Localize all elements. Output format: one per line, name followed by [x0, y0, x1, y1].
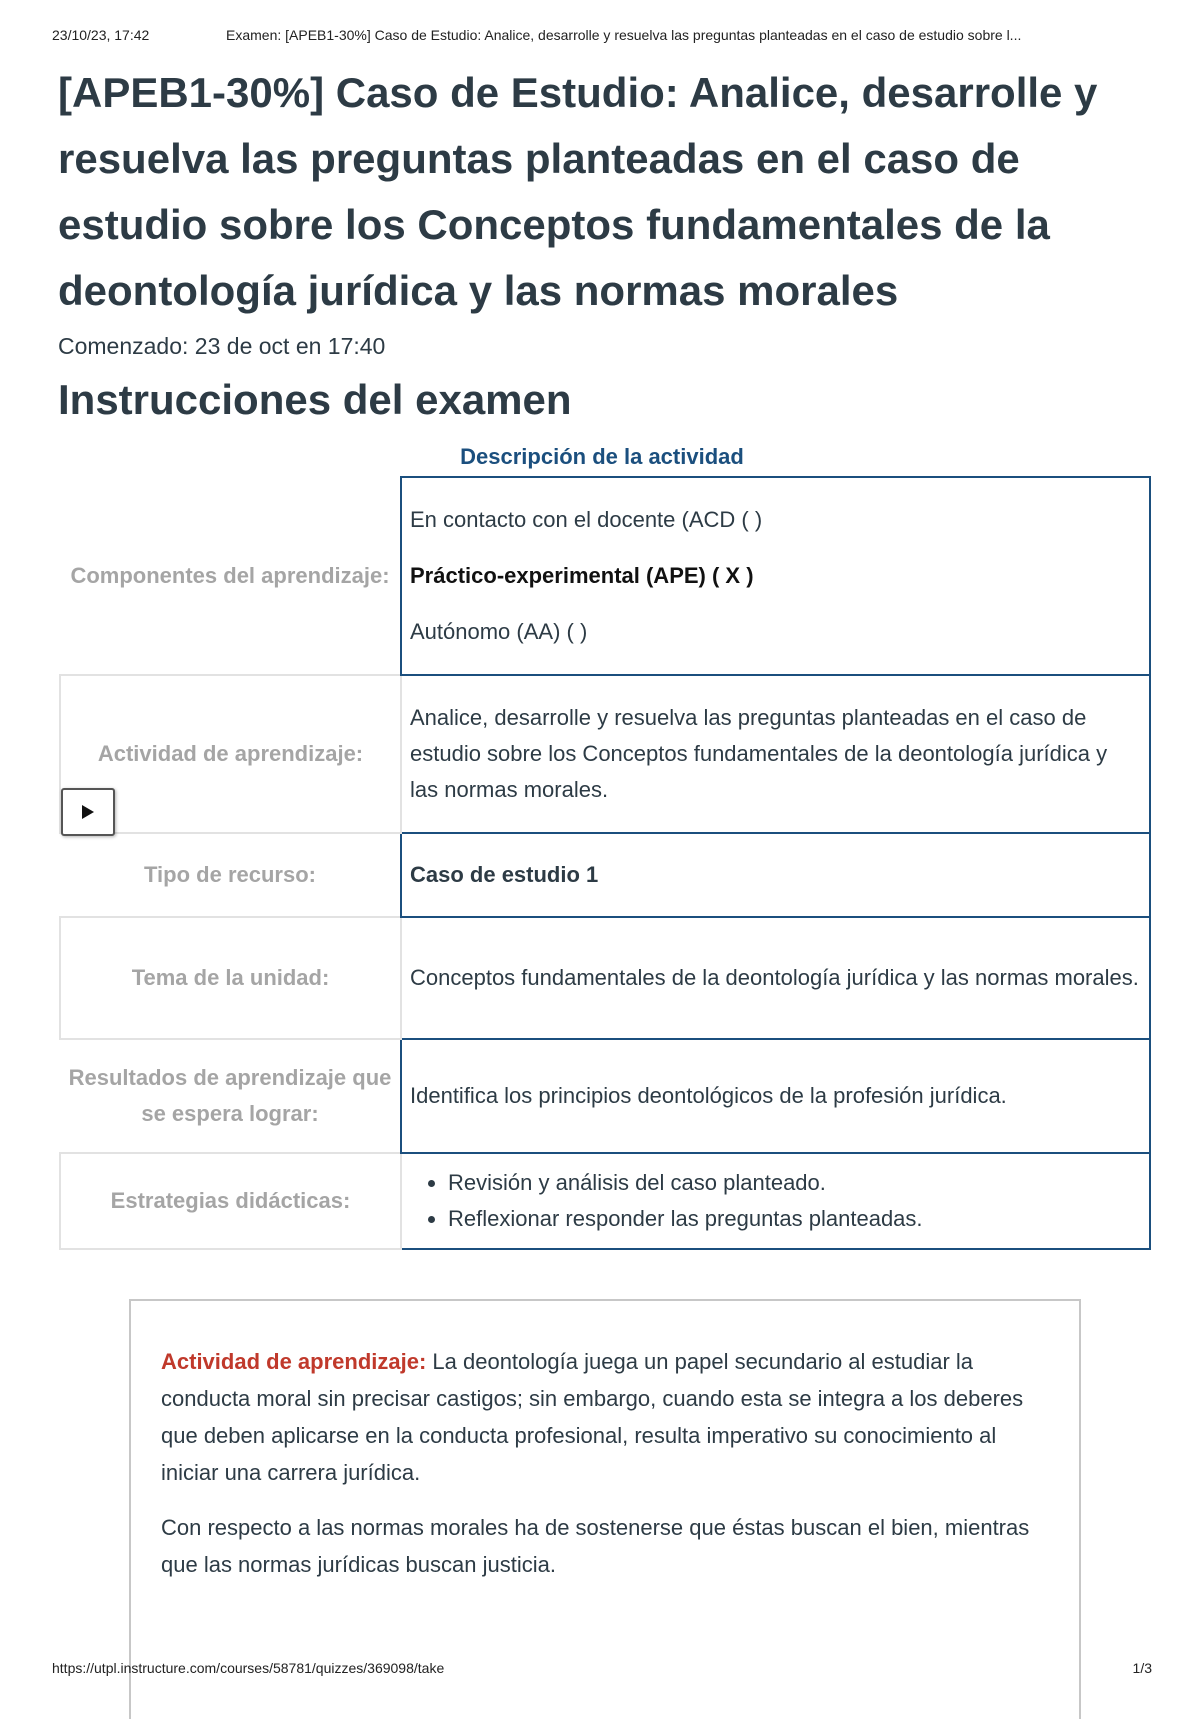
components-label: Componentes del aprendizaje:: [70, 562, 390, 588]
components-value: [401, 477, 1150, 675]
table-caption: Descripción de la actividad: [460, 444, 744, 469]
strategies-list: [410, 1165, 1141, 1237]
unit-theme-value: Conceptos fundamentales de la deontología jurídica y las normas morales.: [401, 917, 1150, 1039]
print-date: 23/10/23, 17:42: [52, 27, 150, 43]
activity-label: Actividad de aprendizaje:: [97, 741, 364, 766]
resource-type-value: Caso de estudio 1: [401, 833, 1150, 917]
activity-value: Analice, desarrolle y resuelva las preguntas planteadas en el caso de estudio sobre los Conceptos fundamentales de la deontología jurídica y las normas morales.: [401, 675, 1150, 833]
table-row: [60, 917, 1150, 1039]
quiz-started-time: Comenzado: 23 de oct en 17:40: [58, 333, 386, 359]
expected-results-value: Identifica los principios deontológicos de la profesión jurídica.: [401, 1039, 1150, 1153]
unit-theme-label: Tema de la unidad:: [60, 917, 401, 1039]
component-ape: Práctico-experimental (APE) ( X ): [410, 563, 754, 588]
play-icon: [82, 805, 94, 819]
table-row: [60, 1153, 1150, 1249]
table-row: [60, 833, 1150, 917]
table-row: [60, 477, 1150, 675]
play-button[interactable]: [61, 788, 115, 836]
activity-description-table: [59, 476, 1151, 1250]
strategies-value: [401, 1153, 1150, 1249]
content-paragraph-2: Con respecto a las normas morales ha de sostenerse que éstas buscan el bien, mientras que las normas jurídicas buscan justicia.: [161, 1515, 1030, 1577]
print-url: https://utpl.instructure.com/courses/58781/quizzes/369098/take: [52, 1660, 445, 1676]
print-footer: [52, 1660, 1152, 1676]
list-item: • Reflexionar responder las preguntas planteadas.: [448, 1201, 1141, 1237]
component-aa: Autónomo (AA) ( ): [410, 619, 588, 644]
component-acd: En contacto con el docente (ACD ( ): [410, 507, 763, 532]
print-header: [52, 27, 1152, 43]
page-number: 1/3: [1132, 1660, 1152, 1676]
content-paragraph-1: [161, 1343, 1049, 1491]
table-row: [60, 675, 1150, 833]
activity-highlight: Actividad de aprendizaje:: [161, 1349, 427, 1374]
content-paragraph-1-text: La deontología juega un papel secundario al estudiar la conducta moral sin precisar castigos; sin embargo, cuando esta se integra a los deberes que deben aplicarse en la conducta profesional, resulta imperativo su conocimiento al iniciar una carrera jurídica.: [161, 1349, 1024, 1485]
activity-label-cell: [60, 675, 401, 833]
print-document-title: Examen: [APEB1-30%] Caso de Estudio: Analice, desarrolle y resuelva las preguntas planteadas en el caso de estudio sobre l...: [226, 27, 1022, 43]
instructions-heading: Instrucciones del examen: [58, 376, 572, 423]
strategies-label: Estrategias didácticas:: [60, 1153, 401, 1249]
table-row: [60, 1039, 1150, 1153]
expected-results-label: Resultados de aprendizaje que se espera lograr:: [68, 1065, 392, 1126]
list-item: • Revisión y análisis del caso planteado.: [448, 1165, 1141, 1201]
activity-content-box: [129, 1299, 1081, 1719]
quiz-title: [APEB1-30%] Caso de Estudio: Analice, desarrolle y resuelva las preguntas planteadas en el caso de estudio sobre los Conceptos fundamentales de la deontología jurídica y las normas morales: [58, 69, 1098, 314]
resource-type-label: Tipo de recurso:: [144, 862, 316, 887]
